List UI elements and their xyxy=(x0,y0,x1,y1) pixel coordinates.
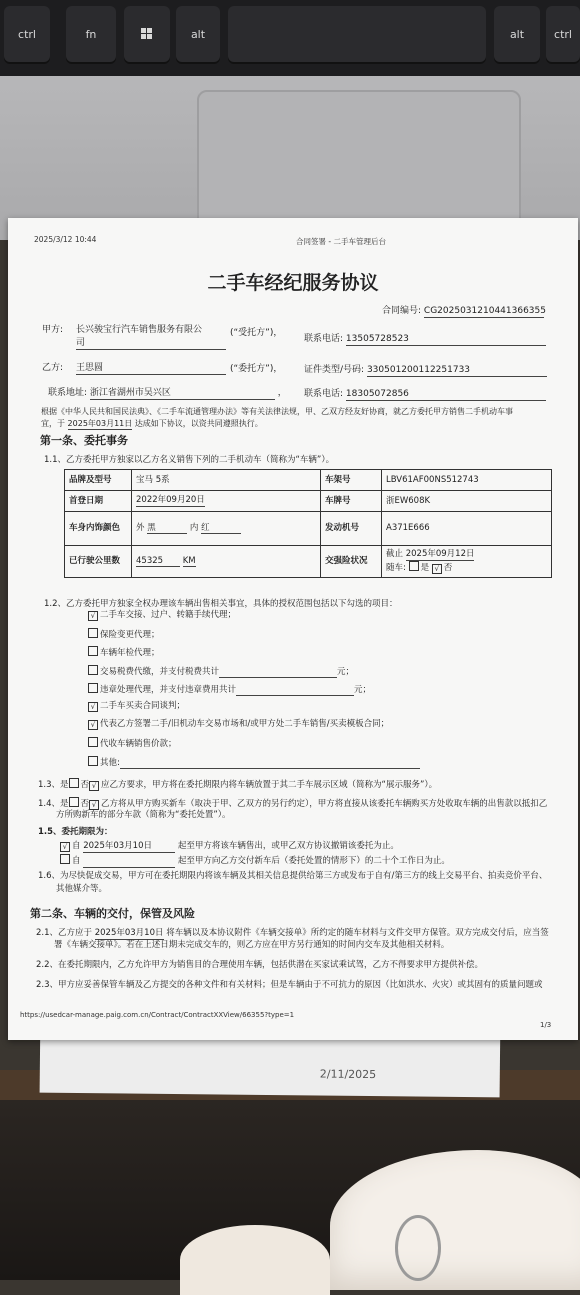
mileage-value: 45325 xyxy=(136,556,180,568)
vehicle-info-table xyxy=(64,469,552,578)
space-key xyxy=(228,6,486,62)
contract-page xyxy=(8,218,578,1040)
plate-value: 浙EW608K xyxy=(382,491,552,512)
option-sign-contract: √代表乙方签署二手/旧机动车交易市场和/或甲方处二手车销售/买卖模板合同； xyxy=(88,719,558,737)
address-row xyxy=(48,388,287,400)
party-b-role: (“委托方”)， xyxy=(230,364,283,374)
option-tax: 交易税费代缴，并支付税费共计 元； xyxy=(88,665,558,683)
print-datetime: 2025/3/12 10:44 xyxy=(34,235,97,244)
table-row xyxy=(65,512,552,546)
party-a-phone-label: 联系电话: xyxy=(304,334,344,344)
reg-date-value: 2022年09月20日 xyxy=(136,495,205,506)
display-yes-checkbox[interactable] xyxy=(69,778,79,788)
term-start-date: 2025年03月10日 xyxy=(83,841,175,853)
engine-label: 发动机号 xyxy=(321,512,382,546)
term-option-1: √自 2025年03月10日 起至甲方将该车辆售出，或甲乙双方协议撤销该委托为止。 xyxy=(60,841,399,853)
color-value: 外 黑 内 红 xyxy=(132,512,321,546)
laptop-background xyxy=(0,0,580,240)
party-a-phone: 13505728523 xyxy=(346,334,546,346)
clause-2-1-cont: 署《车辆交接单》。若在上述日期未完成交车的，则乙方应在甲方另行通知的时间内交车及其他相关材料。 xyxy=(54,940,450,950)
clause-1-4-cont: 方所购新车的部分车款（简称为“委托处置”）。 xyxy=(56,810,231,820)
party-b-label: 乙方: xyxy=(42,363,64,373)
insurance-date: 2025年09月12日 xyxy=(405,549,475,560)
reg-date-label: 首登日期 xyxy=(65,491,132,512)
alt-key-left: alt xyxy=(176,6,220,62)
party-b-id-row xyxy=(304,365,547,377)
print-header: 合同签署 - 二手车管理后台 xyxy=(296,237,386,246)
mileage-label: 已行驶公里数 xyxy=(65,546,132,578)
party-a-label: 甲方: xyxy=(42,325,64,335)
ctrl-key-right: ctrl xyxy=(546,6,580,62)
party-a-role: (“受托方”)， xyxy=(230,328,283,338)
footer-url: https://usedcar-manage.paig.com.cn/Contract/ContractXXView/66355?type=1 xyxy=(20,1011,295,1019)
clause-2-3: 2.3、甲方应妥善保管车辆及乙方提交的各种文件和有关材料；但是车辆由于不可抗力的原因（比如洪水、火灾）或其固有的质量问题或 xyxy=(36,980,543,990)
clause-1-2: 1.2、乙方委托甲方独家全权办理该车辆出售相关事宜，具体的授权范围包括以下勾选的项目： xyxy=(44,599,398,609)
with-car-no-checkbox[interactable] xyxy=(432,564,442,574)
contract-number-row xyxy=(382,306,544,318)
party-b-id-label: 证件类型/号码: xyxy=(304,365,365,375)
mileage-unit: KM xyxy=(182,555,196,566)
clause-1-4: 1.4、是 否√ 乙方将从甲方购买新车（取决于甲、乙双方的另行约定），甲方将直接从该委托车辆购买方处收取车辆的出售款以抵扣乙 xyxy=(38,797,547,810)
color-label: 车身内饰颜色 xyxy=(65,512,132,546)
contract-number: CG2025031210441366355 xyxy=(424,306,544,318)
option-collect-payment: 代收车辆销售价款； xyxy=(88,737,558,755)
option-insurance: 保险变更代理； xyxy=(88,628,558,646)
windows-key xyxy=(124,6,170,62)
option-other: 其他: xyxy=(88,756,558,774)
option-negotiation: √二手车买卖合同谈判； xyxy=(88,701,558,719)
table-row xyxy=(65,491,552,512)
clause-1-3: 1.3、是 否√ 应乙方要求，甲方将在委托期限内将车辆放置于其二手车展示区域（简称为“展示服务”）。 xyxy=(38,778,437,791)
fn-key: fn xyxy=(66,6,116,62)
keyboard-row xyxy=(0,0,580,76)
table-row xyxy=(65,546,552,578)
address-comma: ， xyxy=(277,388,287,398)
document-title: 二手车经纪服务协议 xyxy=(207,272,379,294)
vin-value: LBV61AF00NS512743 xyxy=(382,470,552,491)
clause-1-1: 1.1、乙方委托甲方独家以乙方名义销售下列的二手机动车（简称为“车辆”）。 xyxy=(44,455,335,465)
clause-1-6: 1.6、为尽快促成交易，甲方可在委托期限内将该车辆及其相关信息提供给第三方或发布于自有/第三方的线上交易平台、拍卖竞价平台、 xyxy=(38,871,548,881)
disposal-no-checkbox[interactable] xyxy=(89,800,99,810)
footer-page-number: 1/3 xyxy=(540,1021,552,1029)
party-b-name-row xyxy=(76,363,226,375)
party-b-name: 王思圆 xyxy=(76,363,226,375)
brand-label: 品牌及型号 xyxy=(65,470,132,491)
with-car-yes-checkbox[interactable] xyxy=(409,561,419,571)
contract-number-label: 合同编号: xyxy=(382,306,422,316)
clause-2-2: 2.2、在委托期限内，乙方允许甲方为销售目的合理使用车辆，包括供潜在买家试乘试驾，乙方不得要求甲方提供补偿。 xyxy=(36,960,484,970)
party-a-name: 长兴骏宝行汽车销售服务有限公 xyxy=(76,325,203,335)
section-2-heading: 第二条、车辆的交付，保管及风险 xyxy=(30,907,195,920)
term-option-2: 自 起至甲方向乙方交付新车后（委托处置的情形下）的二十个工作日为止。 xyxy=(60,854,450,868)
option-violation: 违章处理代理，并支付违章费用共计 元； xyxy=(88,683,558,701)
clause-1-5: 1.5、委托期限为： xyxy=(38,827,113,837)
table-row xyxy=(65,470,552,491)
option-inspection: 车辆年检代理； xyxy=(88,646,558,664)
exterior-color: 黑 xyxy=(147,523,187,535)
party-b-phone: 18305072856 xyxy=(346,389,546,401)
clause-1-6-cont: 其他媒介等。 xyxy=(56,884,108,894)
clause-2-1: 2.1、乙方应于 2025年03月10日 将车辆以及本协议附件《车辆交接单》所约定的随车材料与文件交甲方保管。双方完成交付后，应当签 xyxy=(36,928,549,938)
address: 浙江省湖州市吴兴区 xyxy=(90,388,275,400)
authorization-options xyxy=(88,610,558,774)
party-b-phone-label: 联系电话: xyxy=(304,389,344,399)
intro-date: 2025年03月11日 xyxy=(67,419,133,428)
metal-coil xyxy=(395,1215,441,1281)
insurance-value: 截止 2025年09月12日 随车: 是 √ 否 xyxy=(382,546,552,578)
section-1-heading: 第一条、委托事务 xyxy=(40,434,128,447)
alt-key-right: alt xyxy=(494,6,540,62)
intro-line-1: 根据《中华人民共和国民法典》、《二手车流通管理办法》等有关法律法规，甲、乙双方经友好协商，就乙方委托甲方销售二手机动车事 xyxy=(41,407,513,416)
intro-line-2: 宜，于 2025年03月11日 达成如下协议，以资共同遵照执行。 xyxy=(41,419,263,428)
brand-value: 宝马 5系 xyxy=(132,470,321,491)
party-a-phone-row xyxy=(304,334,546,346)
fluffy-slipper-left xyxy=(180,1225,330,1295)
display-no-checkbox[interactable] xyxy=(89,781,99,791)
interior-color: 红 xyxy=(201,523,241,535)
vin-label: 车架号 xyxy=(321,470,382,491)
plate-label: 车牌号 xyxy=(321,491,382,512)
engine-value: A371E666 xyxy=(382,512,552,546)
underlying-paper-text: 2/11/2025 xyxy=(319,1067,377,1082)
party-a-name-line2: 司 xyxy=(76,338,226,350)
party-b-id: 330501200112251733 xyxy=(367,365,547,377)
insurance-label: 交强险状况 xyxy=(321,546,382,578)
windows-icon xyxy=(141,28,153,40)
ctrl-key: ctrl xyxy=(4,6,50,62)
party-b-phone-row xyxy=(304,389,546,401)
option-transfer: √二手车交接、过户、转籍手续代理； xyxy=(88,610,558,628)
disposal-yes-checkbox[interactable] xyxy=(69,797,79,807)
address-label: 联系地址: xyxy=(48,388,88,398)
delivery-date: 2025年03月10日 xyxy=(94,928,164,938)
